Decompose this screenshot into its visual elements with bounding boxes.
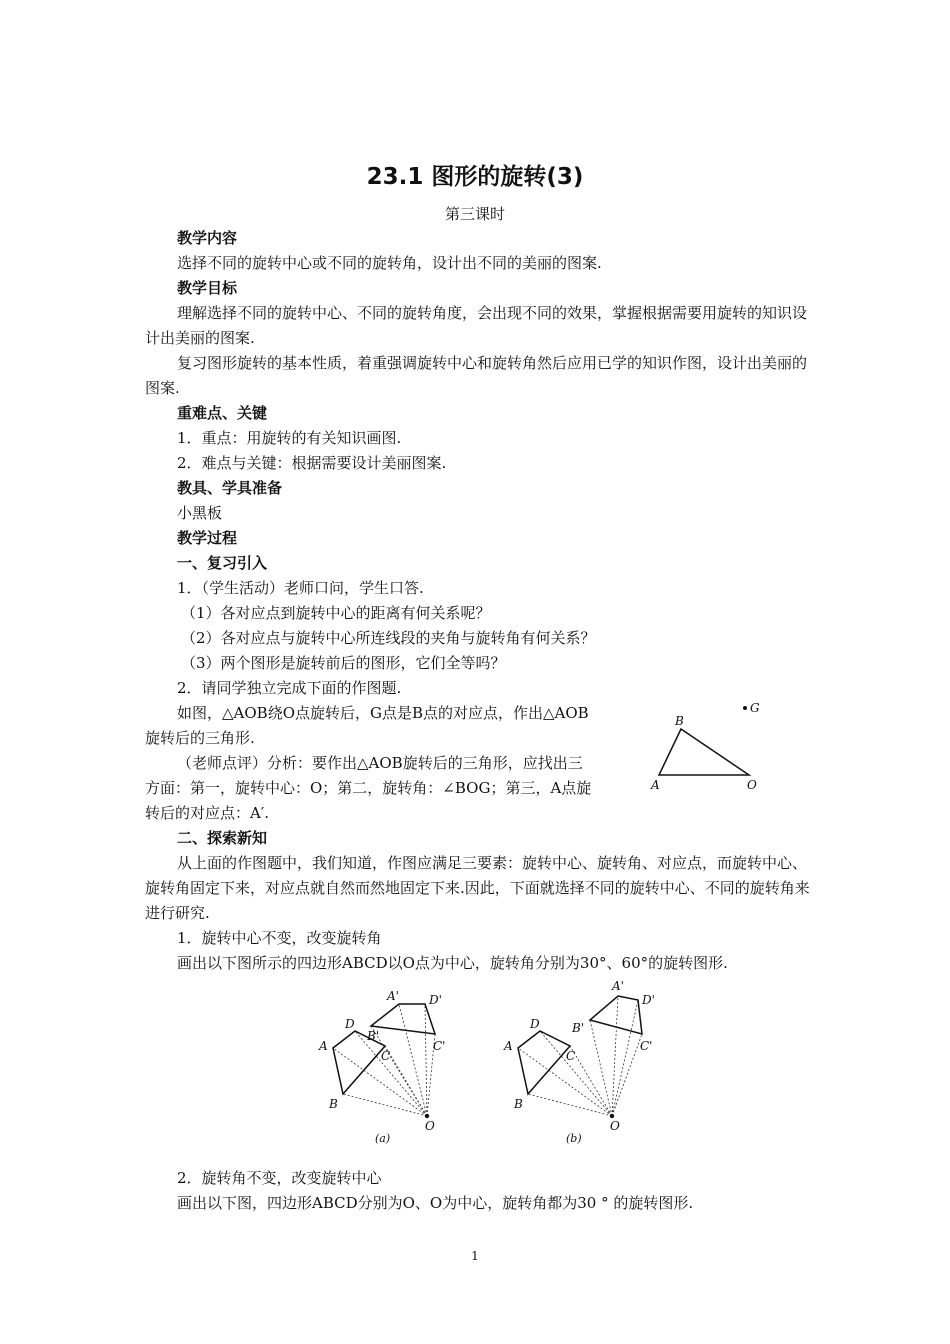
rotation-lines [518,996,642,1116]
paragraph: 选择不同的旋转中心或不同的旋转角，设计出不同的美丽的图案. [177,254,602,272]
list-item: （1）各对应点到旋转中心的距离有何关系呢？ [181,604,491,622]
label-b: B [514,1097,523,1111]
label-o: O [747,778,757,791]
heading-process: 教学过程 [177,529,238,547]
paragraph: （老师点评）分析：要作出△AOB旋转后的三角形，应找出三方面：第一，旋转中心：O；第二，旋转角：∠BOG；第三，A点旋转后的对应点：A′. [145,754,592,822]
label-a: A [504,1039,513,1053]
heading-explore: 二、探索新知 [177,829,268,847]
label-a: A [651,778,660,791]
paragraph: 如图，△AOB绕O点旋转后，G点是B点的对应点，作出△AOB旋转后的三角形. [145,704,589,747]
rotation-figure-b [500,976,665,1146]
label-a-prime: A' [387,989,399,1003]
quad-rotated [590,996,642,1034]
paragraph: 画出以下图，四边形ABCD分别为O、O为中心，旋转角都为30 ° 的旋转图形. [177,1194,694,1212]
heading-goal: 教学目标 [177,279,238,297]
triangle-text-column [145,701,593,826]
list-item: （3）两个图形是旋转前后的图形，它们全等吗？ [181,654,506,672]
label-d: D [530,1017,540,1031]
label-g: G [750,701,760,715]
label-b-prime: B' [572,1021,585,1035]
caption-a: (a) [375,1132,391,1145]
triangle-aob [659,729,749,775]
rotation-figures [145,976,810,1166]
paragraph: 小黑板 [177,504,223,522]
center-o [425,1114,429,1118]
page-subtitle: 第三课时 [444,205,505,223]
list-item: 1．（学生活动）老师口问，学生口答. [177,579,424,597]
paragraph: 画出以下图所示的四边形ABCD以O点为中心，旋转角分别为30°、60°的旋转图形. [177,954,728,972]
page-number: 1 [471,1249,479,1263]
label-b: B [675,714,684,728]
point-g [743,706,747,710]
label-d: D [345,1017,355,1031]
list-item: 1．重点：用旋转的有关知识画图. [177,429,402,447]
label-c: C [381,1049,391,1063]
label-c-prime: C' [640,1039,653,1053]
label-b: B [329,1097,338,1111]
triangle-figure [645,691,775,791]
heading-review: 一、复习引入 [177,554,268,572]
label-c-prime: C' [433,1039,446,1053]
list-item: 2．旋转角不变，改变旋转中心 [177,1169,382,1187]
label-o: O [610,1119,620,1133]
page-title: 23.1 图形的旋转(3) [366,164,584,190]
label-d-prime: D' [642,993,655,1007]
quad-abcd [518,1031,570,1094]
label-b-prime: B' [367,1029,380,1043]
label-c: C [566,1049,576,1063]
rotation-figure-a [315,976,465,1146]
label-a: A [319,1039,328,1053]
label-d-prime: D' [429,993,442,1007]
list-item: （2）各对应点与旋转中心所连线段的夹角与旋转角有何关系？ [181,629,596,647]
document-body [145,226,810,1216]
list-item: 1．旋转中心不变，改变旋转角 [177,929,382,947]
label-o: O [425,1119,435,1133]
paragraph: 理解选择不同的旋转中心、不同的旋转角度，会出现不同的效果，掌握根据需要用旋转的知识设计出美丽的图案. [145,304,808,347]
list-item: 2．请同学独立完成下面的作图题. [177,679,402,697]
caption-b: (b) [566,1132,582,1145]
label-a-prime: A' [612,979,624,993]
paragraph: 复习图形旋转的基本性质，着重强调旋转中心和旋转角然后应用已学的知识作图，设计出美丽的图案. [145,354,808,397]
heading-tools: 教具、学具准备 [177,479,283,497]
center-o [610,1114,614,1118]
paragraph: 从上面的作图题中，我们知道，作图应满足三要素：旋转中心、旋转角、对应点，而旋转中心、旋转角固定下来，对应点就自然而然地固定下来.因此，下面就选择不同的旋转中心、不同的旋转角来进行研究. [145,854,810,922]
heading-key-points: 重难点、关键 [177,404,268,422]
list-item: 2．难点与关键：根据需要设计美丽图案. [177,454,447,472]
heading-content: 教学内容 [177,229,238,247]
